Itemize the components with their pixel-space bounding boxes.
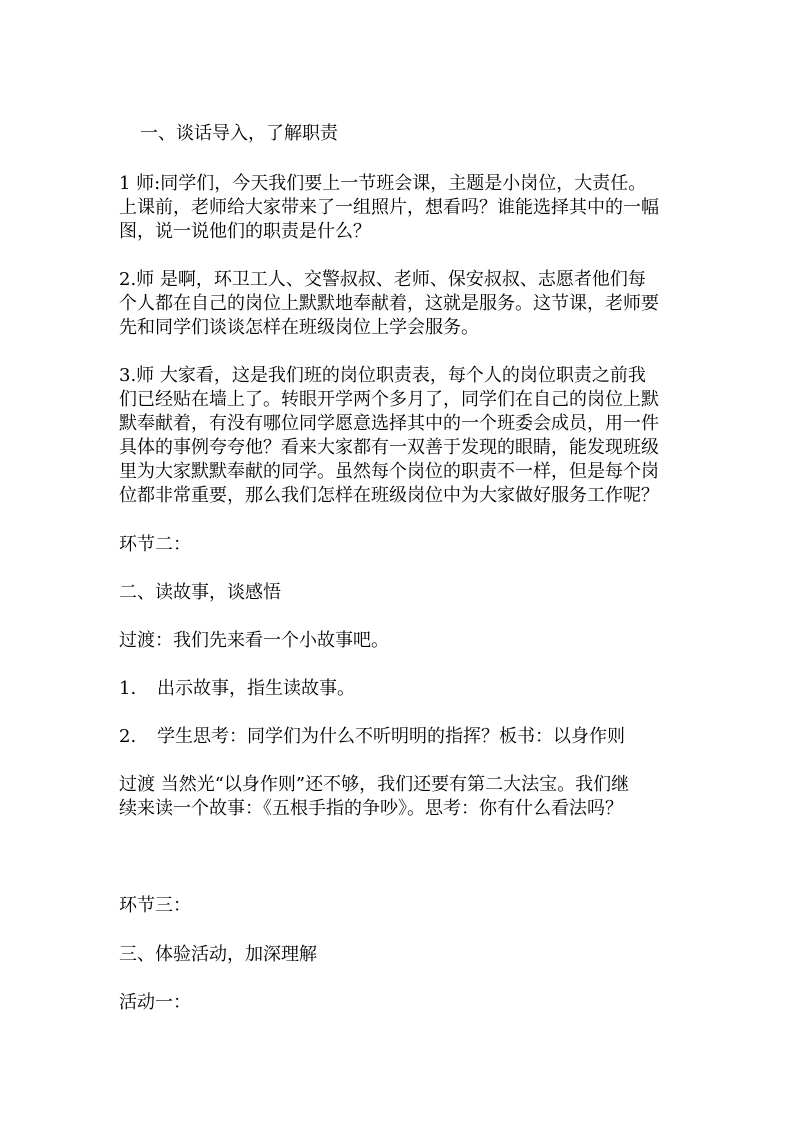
paragraph-3-line-5: 里为大家默默奉献的同学。虽然每个岗位的职责不一样，但是每个岗 [119, 461, 659, 482]
paragraph-3-line-6: 位都非常重要，那么我们怎样在班级岗位中为大家做好服务工作呢？ [119, 485, 659, 506]
list-item-2 [119, 727, 625, 747]
transition-1: 过渡：我们先来看一个小故事吧。 [119, 630, 389, 651]
list-item-text: 学生思考：同学们为什么不听明明的指挥？板书：以身作则 [157, 726, 625, 747]
list-item-number: 1. [119, 678, 137, 699]
list-item-1 [119, 679, 355, 699]
list-item-text: 出示故事，指生读故事。 [157, 678, 355, 699]
section-3-label: 环节三： [119, 895, 191, 916]
heading-section-2: 二、读故事，谈感悟 [119, 582, 281, 603]
paragraph-3-line-3: 默奉献着，有没有哪位同学愿意选择其中的一个班委会成员，用一件 [119, 413, 659, 434]
paragraph-2-line-1: 2.师 是啊，环卫工人、交警叔叔、老师、保安叔叔、志愿者他们每 [119, 269, 646, 290]
activity-1-label: 活动一： [119, 992, 191, 1013]
heading-section-1: 一、谈话导入，了解职责 [140, 123, 338, 144]
paragraph-2-line-2: 个人都在自己的岗位上默默地奉献着，这就是服务。这节课，老师要 [119, 293, 659, 314]
paragraph-1-line-1: 1 师:同学们，今天我们要上一节班会课，主题是小岗位，大责任。 [119, 173, 647, 194]
paragraph-3-line-4: 具体的事例夸夸他？看来大家都有一双善于发现的眼睛，能发现班级 [119, 437, 659, 458]
paragraph-1-line-3: 图，说一说他们的职责是什么？ [119, 221, 371, 242]
list-item-number: 2. [119, 726, 137, 747]
section-2-label: 环节二： [119, 534, 191, 555]
transition-2-line-2: 续来读一个故事：《五根手指的争吵》。思考：你有什么看法吗？ [119, 798, 623, 819]
paragraph-2-line-3: 先和同学们谈谈怎样在班级岗位上学会服务。 [119, 317, 479, 338]
paragraph-1-line-2: 上课前，老师给大家带来了一组照片，想看吗？谁能选择其中的一幅 [119, 197, 659, 218]
heading-section-3: 三、体验活动，加深理解 [119, 944, 317, 965]
paragraph-3-line-1: 3.师 大家看，这是我们班的岗位职责表，每个人的岗位职责之前我 [119, 365, 646, 386]
paragraph-3-line-2: 们已经贴在墙上了。转眼开学两个多月了，同学们在自己的岗位上默 [119, 389, 659, 410]
transition-2-line-1: 过渡 当然光“以身作则”还不够，我们还要有第二大法宝。我们继 [119, 774, 630, 795]
